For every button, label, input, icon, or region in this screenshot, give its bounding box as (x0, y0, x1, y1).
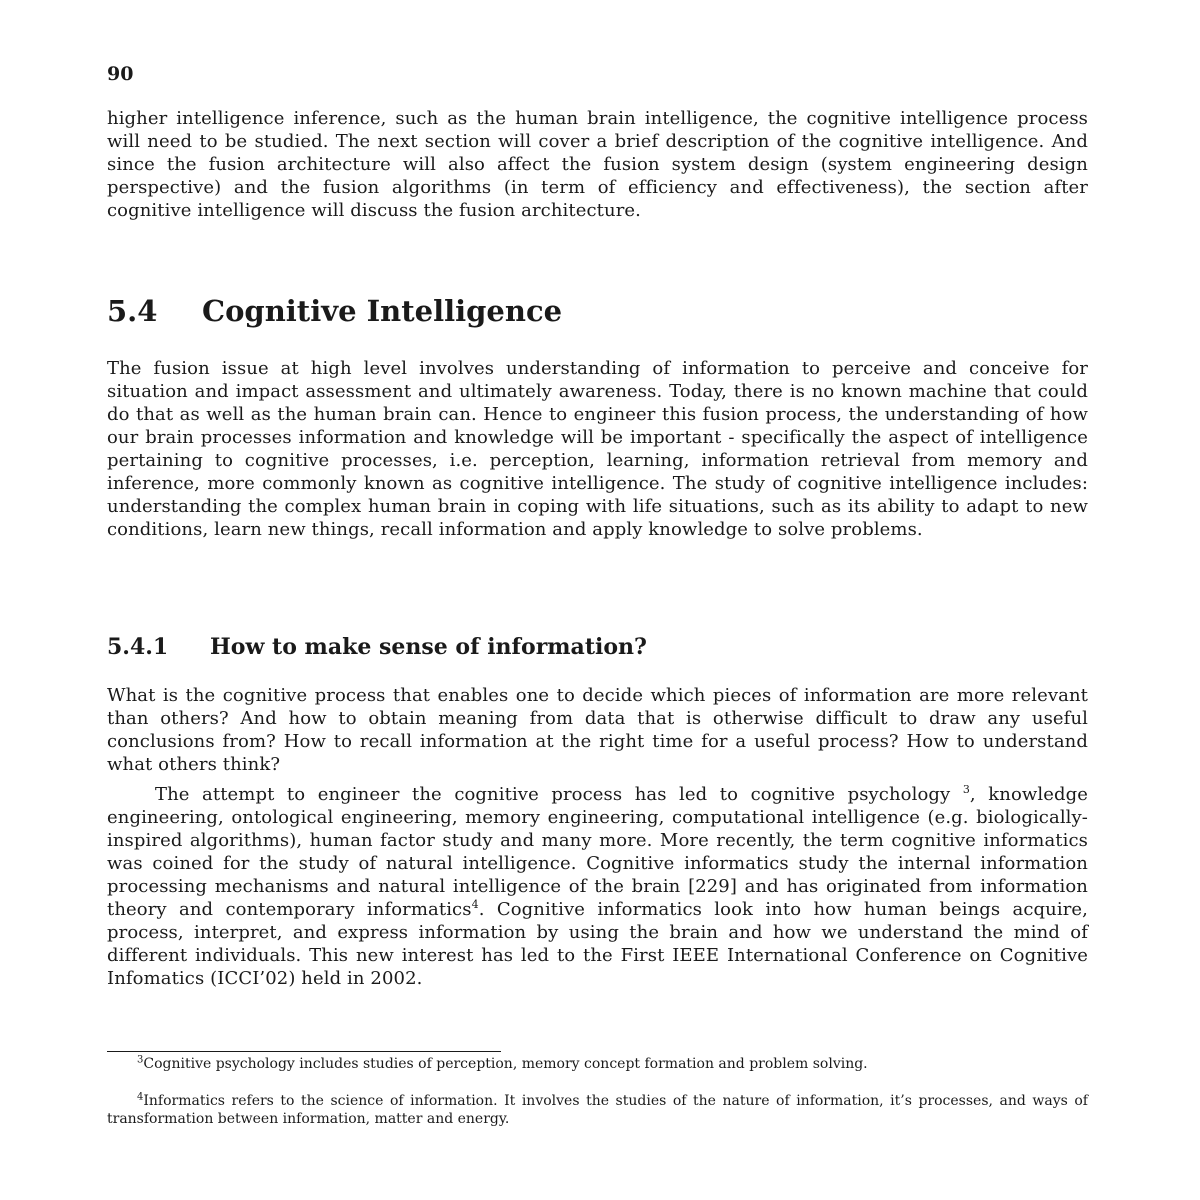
footnote-4-mark: 4 (137, 1091, 144, 1103)
footnote-3-text: Cognitive psychology includes studies of perception, memory concept formation and problem solving. (143, 1056, 868, 1072)
subsection-number: 5.4.1 (107, 634, 169, 660)
section-title: Cognitive Intelligence (202, 294, 563, 328)
paragraph-2-text-1: The attempt to engineer the cognitive process has led to cognitive psychology (155, 784, 963, 805)
section-number: 5.4 (107, 294, 158, 328)
footnote-3 (107, 1055, 1088, 1073)
section-heading (107, 294, 562, 328)
section-paragraph: The fusion issue at high level involves understanding of information to perceive and conceive for situation and impact assessment and ultimately awareness. Today, there is no known machine that could do that as well as the human brain can. Hence to engineer this fusion process, the understanding of how our brain processes information and knowledge will be important - specifically the aspect of intelligence pertaining to cognitive processes, i.e. perception, learning, information retrieval from memory and inference, more commonly known as cognitive intelligence. The study of cognitive intelligence includes: understanding the complex human brain in coping with life situations, such as its ability to adapt to new conditions, learn new things, recall information and apply knowledge to solve problems. (107, 358, 1088, 540)
book-page (107, 0, 1088, 1200)
subsection-paragraph-1: What is the cognitive process that enables one to decide which pieces of information are more relevant than others? And how to obtain meaning from data that is otherwise difficult to draw any useful conclusions from? How to recall information at the right time for a useful process? How to understand what others think? (107, 685, 1088, 775)
footnote-4 (107, 1092, 1088, 1128)
paragraph-2-text-2: , knowledge engineering, ontological engineering, memory engineering, computational intelligence (e.g. biologically-inspired algorithms), human factor study and many more. More recently, the term cognitive informatics was coined for the study of natural intelligence. Cognitive informatics study the internal information processing mechanisms and natural intelligence of the brain [229] and has originated from information theory and contemporary informatics (107, 784, 1088, 920)
footnote-divider (107, 1051, 501, 1052)
subsection-paragraph-2 (107, 783, 1088, 990)
footnote-4-text: Informatics refers to the science of information. It involves the studies of the nature of information, it’s processes, and ways of transformation between information, matter and energy. (107, 1093, 1088, 1127)
footnote-ref-4[interactable]: 4 (471, 898, 479, 911)
intro-paragraph: higher intelligence inference, such as the human brain intelligence, the cognitive intelligence process will need to be studied. The next section will cover a brief description of the cognitive intelligence. And since the fusion architecture will also affect the fusion system design (system engineering design perspective) and the fusion algorithms (in term of efficiency and effectiveness), the section after cognitive intelligence will discuss the fusion architecture. (107, 108, 1088, 221)
subsection-title: How to make sense of information? (210, 634, 647, 660)
footnote-ref-3[interactable]: 3 (962, 783, 970, 796)
footnote-3-mark: 3 (137, 1054, 144, 1066)
page-number: 90 (107, 63, 134, 85)
paragraph-2-text-3: . Cognitive informatics look into how human beings acquire, process, interpret, and express information by using the brain and how we understand the mind of different individuals. This new interest has led to the First IEEE International Conference on Cognitive Infomatics (ICCI’02) held in 2002. (107, 899, 1088, 989)
subsection-heading (107, 633, 647, 661)
